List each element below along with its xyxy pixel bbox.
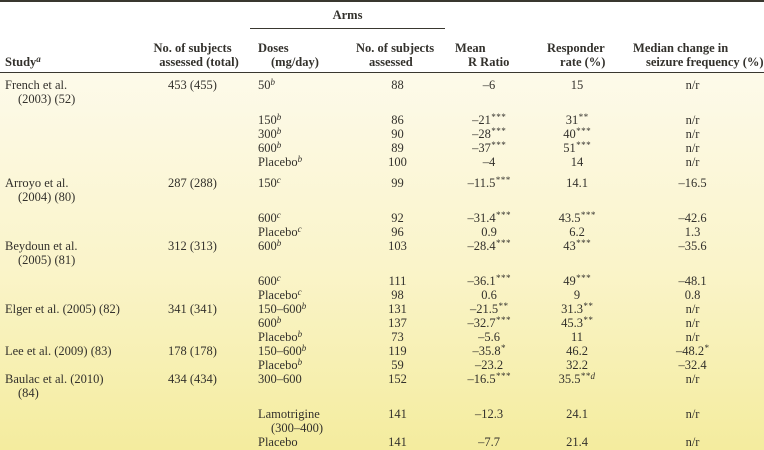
cell-median: n/r [685,141,700,155]
text-line: Elger et al. (2005) (82) [5,302,120,316]
cell-median: 0.8 [684,288,701,302]
table-row [0,239,764,267]
superscript-note: c [297,225,303,234]
cell-dose: 50$^b$ [258,76,276,92]
table-row [0,106,764,127]
superscript-note: b [276,141,282,150]
text-line: seizure frequency (%) [646,55,764,69]
superscript-note: b [276,127,282,136]
table-row [0,330,764,344]
cell-total [135,155,250,169]
superscript-note: c [297,288,303,297]
cell-n: 141 [388,407,407,421]
cell-ratio: –37*** [472,141,506,155]
table-row [0,344,764,358]
cell-ratio: –28*** [472,127,506,141]
cell-total [135,316,250,330]
table-body [0,73,764,450]
cell-ratio: –31.4*** [467,209,511,225]
table-row [0,204,764,225]
table-row [0,316,764,330]
cell-dose: 600$^b$ [258,239,282,253]
cell-ratio: –28.4*** [467,239,511,253]
cell-median: –16.5 [678,176,707,190]
cell-n: 73 [391,330,404,344]
superscript-note: c [276,272,282,283]
table-row [0,288,764,302]
text-line: Placebo [258,435,298,449]
arms-spacer-right [445,1,764,29]
cell-total: 434 (434) [168,372,217,386]
cell-resp: 21.4 [566,435,588,449]
text-line: Study$^a$ [5,53,42,69]
cell-ratio: –32.7*** [467,316,511,330]
cell-ratio: –16.5*** [467,372,511,386]
cell-resp: 32.2 [566,358,588,372]
cell-study [0,169,135,204]
cell-n: 99 [391,176,404,190]
column-header-row [0,29,764,73]
text-line: French et al. [5,78,68,92]
cell-resp: 11 [570,330,584,344]
cell-study [0,358,135,372]
table-row [0,372,764,400]
cell-resp: 6.2 [569,225,585,239]
cell-dose: 600$^b$ [258,141,282,155]
text-line: Lee et al. (2009) (83) [5,344,112,358]
cell-study [0,225,135,239]
superscript-note: b [276,239,282,248]
text-line: Beydoun et al. [5,239,78,253]
cell-median: n/r [685,302,700,316]
cell-resp: 14.1 [566,176,588,190]
cell-total [135,400,250,435]
text-line: Responder [547,41,605,55]
cell-total [135,127,250,141]
cell-median: –48.1 [678,274,707,288]
cell-study [0,204,135,225]
superscript-note: *** [580,209,596,220]
superscript-note: b [297,155,303,164]
cell-study [0,435,135,449]
cell-median: –32.4 [678,358,707,372]
cell-median: 1.3 [684,225,701,239]
superscript-note: *** [490,127,506,136]
cell-total [135,141,250,155]
cell-total: 341 (341) [168,302,217,316]
superscript-note: ** [582,316,593,325]
column-header-study [0,29,135,73]
cell-study [0,400,135,435]
cell-resp: 46.2 [566,344,588,358]
cell-dose [250,435,350,449]
cell-study [0,127,135,141]
cell-study [0,372,135,400]
cell-total [135,358,250,372]
cell-median: –42.6 [678,211,707,225]
column-header-ratio [445,29,533,73]
table-row [0,267,764,288]
superscript-note: ** [582,302,593,311]
cell-ratio: –21*** [472,111,506,127]
cell-resp: 43*** [563,239,591,253]
table-row [0,435,764,449]
text-line: assessed (total) [159,55,239,69]
superscript-note: b [297,330,303,339]
superscript-note: *** [575,239,591,248]
table-row [0,73,764,107]
cell-resp: 24.1 [566,407,588,421]
superscript-note: * [500,344,506,353]
cell-resp: 40*** [563,127,591,141]
cell-n: 89 [391,141,404,155]
arms-spacer-left [0,1,250,29]
table-row [0,127,764,141]
cell-n: 131 [388,302,407,316]
cell-resp: 31** [565,111,589,127]
superscript-note: b [301,302,307,311]
cell-ratio: –11.5*** [467,174,511,190]
cell-n: 86 [391,113,404,127]
text-line: (2003) (52) [18,92,76,106]
cell-study [0,141,135,155]
cell-total [135,435,250,449]
cell-total [135,204,250,225]
cell-dose: 300–600 [258,372,302,386]
table-row [0,155,764,169]
superscript-note: *** [490,141,506,150]
superscript-note: *** [575,127,591,136]
cell-ratio: –12.3 [474,407,504,421]
arms-group-row [0,1,764,29]
table-row [0,302,764,316]
cell-ratio: –7.7 [478,435,500,449]
superscript-note: *** [575,141,591,150]
cell-dose: 600$^c$ [258,209,282,225]
arms-label: Arms [332,8,363,22]
cell-resp: 31.3** [561,302,593,316]
text-line: Arroyo et al. [5,176,69,190]
table-header [0,1,764,73]
cell-ratio: 0.6 [481,288,497,302]
cell-dose: Placebo$^c$ [258,225,303,239]
column-header-median [621,29,764,73]
cell-n: 103 [388,239,407,253]
superscript-note: c [276,174,282,185]
text-line: Mean [455,41,486,55]
superscript-note: *** [495,372,511,381]
cell-dose: Placebo$^b$ [258,155,303,169]
cell-median: –48.2* [675,344,710,358]
column-header-dose [250,29,350,73]
cell-dose [250,400,350,435]
cell-resp: 43.5*** [558,209,596,225]
column-header-n [350,29,445,73]
superscript-note: *** [495,174,511,185]
cell-total: 178 (178) [168,344,217,358]
cell-ratio: –36.1*** [467,272,511,288]
cell-median: n/r [685,127,700,141]
superscript-note: ** [578,111,589,122]
superscript-note: b [301,344,307,353]
text-line: (2005) (81) [18,253,76,267]
cell-resp: 35.5$^{**d}$ [558,372,596,386]
cell-study [0,302,135,316]
text-line: Doses [258,41,289,55]
superscript-note: *** [490,111,506,122]
cell-study [0,73,135,107]
table-row [0,141,764,155]
cell-dose: Placebo$^b$ [258,330,303,344]
table-row [0,400,764,435]
table-row [0,358,764,372]
cell-resp: 14 [570,155,584,169]
cell-median: n/r [685,435,700,449]
text-line: Median change in [633,41,729,55]
column-header-resp [533,29,621,73]
cell-total [135,330,250,344]
cell-n: 98 [391,288,404,302]
cell-dose: Placebo$^c$ [258,288,303,302]
cell-total: 312 (313) [168,239,217,253]
text-line: (300–400) [271,421,324,435]
text-line: (2004) (80) [18,190,76,204]
cell-ratio: –4 [482,155,496,169]
cell-study [0,316,135,330]
cell-n: 100 [388,155,407,169]
superscript-note: b [276,316,282,325]
cell-study [0,239,135,267]
cell-resp: 15 [570,78,584,92]
superscript-note: b [276,111,282,122]
cell-n: 119 [388,344,407,358]
cell-n: 141 [388,435,407,449]
superscript-note: *** [495,209,511,220]
cell-resp: 49*** [563,272,591,288]
cell-resp: 45.3** [561,316,593,330]
cell-study [0,106,135,127]
cell-median: n/r [685,78,700,92]
text-line: (mg/day) [271,55,319,69]
cell-total: 453 (455) [168,78,217,92]
cell-total [135,225,250,239]
superscript-note: c [276,209,282,220]
cell-ratio: –6 [482,78,496,92]
superscript-note: * [704,344,710,353]
cell-ratio: –35.8* [472,344,506,358]
cell-n: 92 [391,211,404,225]
superscript-note: b [297,358,303,367]
arms-group-header [250,1,445,29]
cell-study [0,330,135,344]
cell-dose: 300$^b$ [258,127,282,141]
cell-median: n/r [685,316,700,330]
cell-median: n/r [685,372,700,386]
cell-total: 287 (288) [168,176,217,190]
superscript-note: *** [495,316,511,325]
cell-ratio: –21.5** [469,302,509,316]
cell-ratio: 0.9 [481,225,497,239]
cell-dose: 600$^b$ [258,316,282,330]
cell-dose: 600$^c$ [258,272,282,288]
cell-dose: 150$^c$ [258,174,282,190]
cell-study [0,344,135,358]
superscript-note: *** [495,239,511,248]
text-line: Baulac et al. (2010) [5,372,104,386]
cell-resp: 9 [573,288,581,302]
cell-n: 96 [391,225,404,239]
cell-median: n/r [685,113,700,127]
table-row [0,169,764,204]
cell-dose: 150$^b$ [258,111,282,127]
text-line: R Ratio [468,55,510,69]
superscript-note: *** [495,272,511,283]
text-line: (84) [18,386,39,400]
cell-n: 111 [388,274,407,288]
cell-total [135,288,250,302]
superscript-note: **d [580,372,596,381]
cell-median: n/r [685,155,700,169]
superscript-note: *** [575,272,591,283]
text-line: No. of subjects [153,41,232,55]
cell-median: n/r [685,330,700,344]
text-line: rate (%) [560,55,606,69]
text-line: No. of subjects [356,41,435,55]
text-line: assessed [369,55,413,69]
superscript-note: b [270,76,276,87]
cell-median: –35.6 [678,239,707,253]
cell-dose: 150–600$^b$ [258,302,307,316]
cell-n: 88 [391,78,404,92]
cell-total [135,106,250,127]
cell-median: n/r [685,407,700,421]
cell-study [0,288,135,302]
cell-dose: Placebo$^b$ [258,358,303,372]
cell-ratio: –5.6 [478,330,500,344]
column-header-total [135,29,250,73]
cell-n: 90 [391,127,404,141]
cell-n: 59 [391,358,404,372]
cell-n: 137 [388,316,407,330]
cell-study [0,267,135,288]
cell-resp: 51*** [563,141,591,155]
superscript-note: a [36,53,42,64]
cell-total [135,267,250,288]
cell-ratio: –23.2 [474,358,504,372]
text-line: Lamotrigine [258,407,320,421]
cell-dose: 150–600$^b$ [258,344,307,358]
table-row [0,225,764,239]
superscript-note: ** [498,302,509,311]
cell-study [0,155,135,169]
cell-n: 152 [388,372,407,386]
